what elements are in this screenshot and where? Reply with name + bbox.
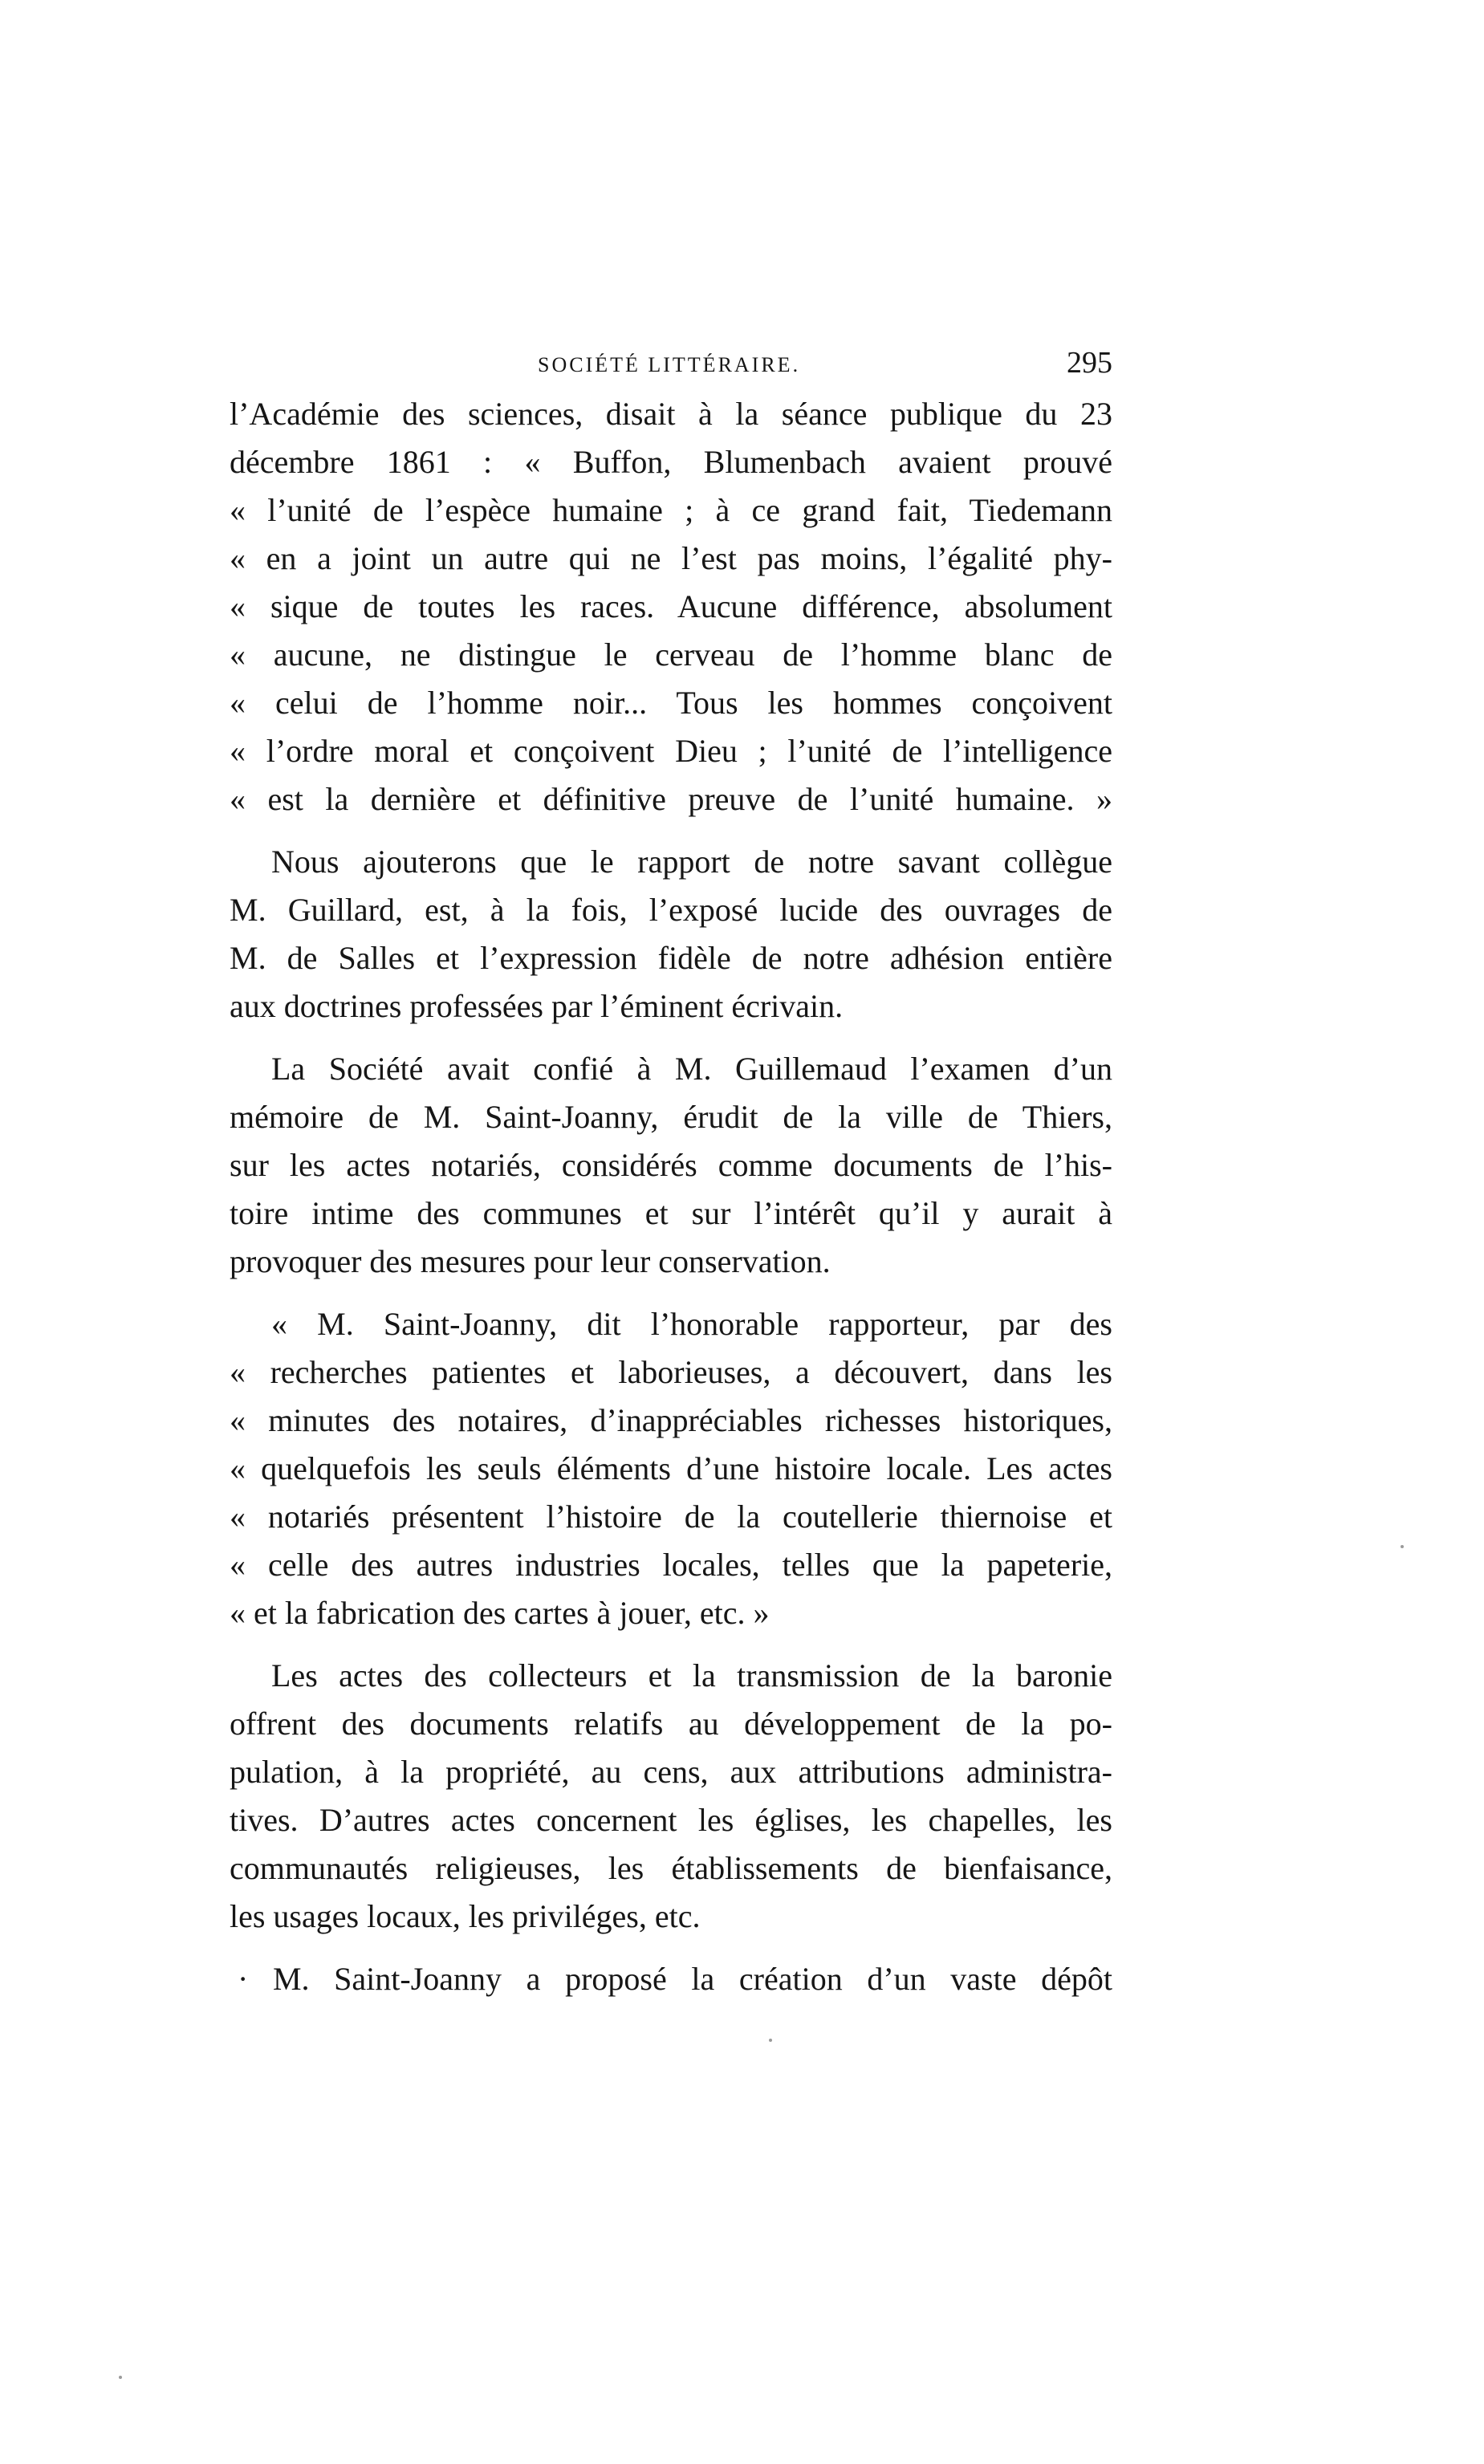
text-line: provoquer des mesures pour leur conservation. [230, 1243, 831, 1279]
paragraph-rapporteur-quote [230, 1300, 1112, 1637]
paper-speck [119, 2376, 122, 2379]
running-head: SOCIÉTÉ LITTÉRAIRE. [538, 353, 801, 376]
text-line: toire intime des communes et sur l’intérêt qu’il y aurait à [230, 1195, 1112, 1231]
text-line: « notariés présentent l’histoire de la coutellerie thiernoise et [230, 1498, 1112, 1535]
text-line: « aucune, ne distingue le cerveau de l’homme blanc de [230, 636, 1112, 673]
text-line: l’Académie des sciences, disait à la séance publique du 23 [230, 396, 1112, 432]
text-line: aux doctrines professées par l’éminent écrivain. [230, 988, 844, 1024]
paragraph-guillemaud-examen [230, 1045, 1112, 1286]
paragraph-depot-proposal [230, 1955, 1112, 2003]
paper-speck [769, 2039, 772, 2042]
page-header [230, 344, 1112, 392]
text-line: « quelquefois les seuls éléments d’une histoire locale. Les actes [230, 1450, 1112, 1486]
text-line: « celle des autres industries locales, telles que la papeterie, [230, 1547, 1112, 1583]
text-line: M. de Salles et l’expression fidèle de notre adhésion entière [230, 940, 1112, 976]
text-line: Les actes des collecteurs et la transmission de la baronie [271, 1657, 1112, 1693]
text-line: les usages locaux, les priviléges, etc. [230, 1898, 701, 1934]
body-text [230, 390, 1112, 2003]
text-line: Nous ajouterons que le rapport de notre savant collègue [271, 844, 1112, 880]
paragraph-actes-collecteurs [230, 1652, 1112, 1941]
page-number: 295 [1067, 346, 1112, 380]
text-line: « est la dernière et définitive preuve de l’unité humaine. » [230, 781, 1112, 817]
text-line: « minutes des notaires, d’inappréciables richesses historiques, [230, 1402, 1112, 1438]
text-line: offrent des documents relatifs au développement de la po- [230, 1706, 1112, 1742]
text-line: « celui de l’homme noir... Tous les hommes conçoivent [230, 685, 1112, 721]
text-line: « recherches patientes et laborieuses, a découvert, dans les [230, 1354, 1112, 1390]
text-line: sur les actes notariés, considérés comme documents de l’his- [230, 1147, 1112, 1183]
text-line: pulation, à la propriété, au cens, aux attributions administra- [230, 1754, 1112, 1790]
text-line: « en a joint un autre qui ne l’est pas moins, l’égalité phy- [230, 540, 1112, 576]
text-line: mémoire de M. Saint-Joanny, érudit de la ville de Thiers, [230, 1099, 1112, 1135]
text-line: · M. Saint-Joanny a proposé la création d’un vaste dépôt [238, 1961, 1112, 1997]
text-line: décembre 1861 : « Buffon, Blumenbach avaient prouvé [230, 444, 1112, 480]
text-line: M. Guillard, est, à la fois, l’exposé lucide des ouvrages de [230, 892, 1112, 928]
paragraph-guillard-report [230, 838, 1112, 1031]
text-line: « et la fabrication des cartes à jouer, etc. » [230, 1595, 770, 1631]
paper-speck [1401, 1545, 1404, 1548]
text-line: « l’ordre moral et conçoivent Dieu ; l’unité de l’intelligence [230, 733, 1112, 769]
text-line: « sique de toutes les races. Aucune différence, absolument [230, 588, 1112, 624]
paragraph-quote-academie [230, 390, 1112, 823]
text-line: tives. D’autres actes concernent les églises, les chapelles, les [230, 1802, 1112, 1838]
text-line: « M. Saint-Joanny, dit l’honorable rapporteur, par des [271, 1306, 1112, 1342]
text-line: communautés religieuses, les établissements de bienfaisance, [230, 1850, 1112, 1886]
text-line: « l’unité de l’espèce humaine ; à ce grand fait, Tiedemann [230, 492, 1112, 528]
text-line: La Société avait confié à M. Guillemaud l’examen d’un [271, 1051, 1112, 1087]
